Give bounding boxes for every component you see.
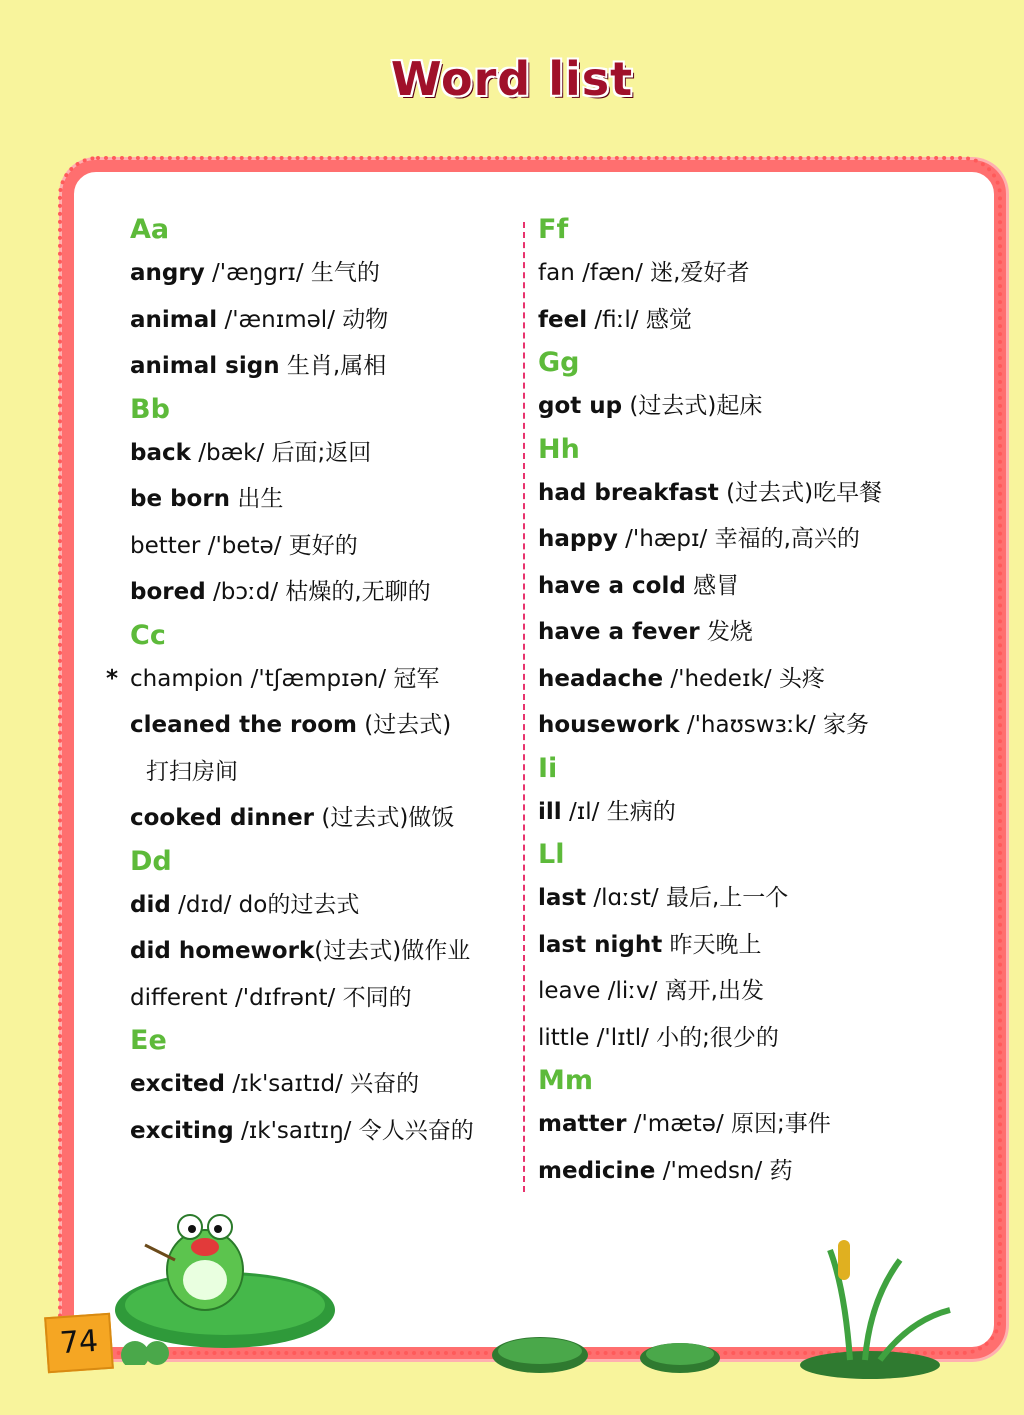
entry-word: cooked dinner [130,805,315,831]
entry-definition: /'ænɪməl/ 动物 [217,306,389,333]
section-letter: Mm [538,1065,594,1096]
word-entry [130,569,520,616]
word-entry [538,297,958,344]
section-letter: Gg [538,347,580,378]
word-entry [538,875,958,922]
word-entry [538,656,958,703]
entry-definition: (过去式)做饭 [314,805,455,831]
entry-definition: 感冒 [685,572,740,599]
word-entry [130,523,520,570]
entry-word: animal sign [130,353,280,379]
entry-definition: /'dɪfrənt/ 不同的 [227,984,412,1011]
entry-definition: /fiːl/ 感觉 [587,306,692,333]
entry-definition: (过去式)做作业 [314,938,471,964]
entry-definition: /'betə/ 更好的 [200,532,358,559]
entry-word: have a cold [538,572,686,599]
entry-word: be born [130,486,231,512]
section-letter: Aa [130,214,170,245]
word-entry [130,749,520,796]
word-entry [130,928,520,975]
entry-word: did [130,891,171,918]
word-entry [538,250,958,297]
right-column [538,210,958,1194]
entry-definition: /bæk/ 后面;返回 [190,439,372,466]
entry-definition: /lɑːst/ 最后,上一个 [586,885,789,911]
page-title: Word list [390,52,634,106]
section-letter: Dd [130,845,172,877]
section-letter: Ii [538,752,558,784]
word-entry [538,383,958,430]
page-number: 74 [44,1313,114,1373]
column-divider [523,222,525,1192]
entry-definition: 生肖,属相 [279,353,387,379]
word-entry [130,702,520,749]
word-entry [130,1061,520,1108]
word-entry [130,343,520,390]
entry-word: last [538,885,587,911]
word-entry [538,1101,958,1148]
entry-definition: /'lɪtl/ 小的;很少的 [589,1024,779,1051]
entry-word: last night [538,931,663,958]
entry-word: matter [538,1111,627,1137]
word-entry [130,430,520,477]
word-entry [538,789,958,836]
entry-definition: /'æŋgrɪ/ 生气的 [204,260,380,286]
entry-word: cleaned the room [130,712,357,738]
section-letter: Ff [538,214,569,245]
entry-word: headache [538,665,664,692]
entry-definition: /'haʊswɜːk/ 家务 [679,712,869,738]
word-entry [130,476,520,523]
word-entry [538,516,958,563]
word-entry [130,297,520,344]
optional-word-marker: * [106,665,119,692]
lily-pads-illustration [480,1300,760,1380]
entry-word: had breakfast [538,479,719,506]
entry-definition: /'tʃæmpɪən/ 冠军 [243,665,440,692]
frog-on-lily-pad-illustration [95,1205,335,1365]
word-entry [538,968,958,1015]
word-entry [130,250,520,297]
entry-word: medicine [538,1157,656,1184]
entry-definition: /liːv/ 离开,出发 [600,978,764,1004]
section-letter: Bb [130,393,170,425]
entry-definition: /'mætə/ 原因;事件 [626,1111,831,1137]
entry-word: happy [538,526,618,552]
entry-word: have a fever [538,619,700,645]
entry-definition: /bɔːd/ 枯燥的,无聊的 [205,579,431,605]
entry-definition: 昨天晚上 [662,931,762,958]
entry-definition: 出生 [230,486,284,512]
word-entry [130,975,520,1022]
entry-word: back [130,439,191,466]
section-letter: Hh [538,433,580,465]
entry-word: angry [130,260,205,286]
entry-definition: 打扫房间 [146,758,238,785]
entry-definition: /'hæpɪ/ 幸福的,高兴的 [617,526,860,552]
entry-word: exciting [130,1117,234,1144]
entry-word: excited [130,1071,226,1097]
entry-definition: /dɪd/ do的过去式 [170,891,360,918]
word-entry [538,1148,958,1195]
entry-word: did homework [130,938,315,964]
entry-definition: /ɪl/ 生病的 [561,798,676,825]
word-entry [106,656,520,703]
entry-definition: /ɪk'saɪtɪŋ/ 令人兴奋的 [233,1117,474,1144]
entry-definition: /fæn/ 迷,爱好者 [574,260,750,286]
entry-word: different [130,984,228,1011]
word-entry [538,563,958,610]
word-entry [538,1015,958,1062]
word-entry [538,702,958,749]
entry-definition: /ɪk'saɪtɪd/ 兴奋的 [225,1071,420,1097]
entry-definition: /'medsn/ 药 [655,1157,793,1184]
entry-definition: (过去式) [356,712,452,738]
entry-word: bored [130,579,206,605]
entry-word: animal [130,306,218,333]
reeds-plant-illustration [790,1230,970,1380]
left-column [106,210,520,1154]
word-entry [130,1108,520,1155]
entry-word: champion [130,665,244,692]
section-letter: Ee [130,1025,167,1056]
word-entry [130,882,520,929]
entry-word: better [130,532,201,559]
entry-definition: /'hedeɪk/ 头疼 [663,665,825,692]
section-letter: Ll [538,839,565,870]
section-letter: Cc [130,619,166,651]
entry-word: got up [538,393,623,419]
entry-word: fan [538,260,575,286]
word-entry [538,609,958,656]
word-entry [538,470,958,517]
entry-definition: 发烧 [699,619,753,645]
entry-word: ill [538,798,562,825]
entry-word: leave [538,978,601,1004]
entry-word: housework [538,712,680,738]
entry-definition: (过去式)起床 [622,393,763,419]
entry-word: feel [538,306,588,333]
entry-definition: (过去式)吃早餐 [718,479,883,506]
word-entry [130,795,520,842]
word-entry [538,922,958,969]
entry-word: little [538,1024,590,1051]
